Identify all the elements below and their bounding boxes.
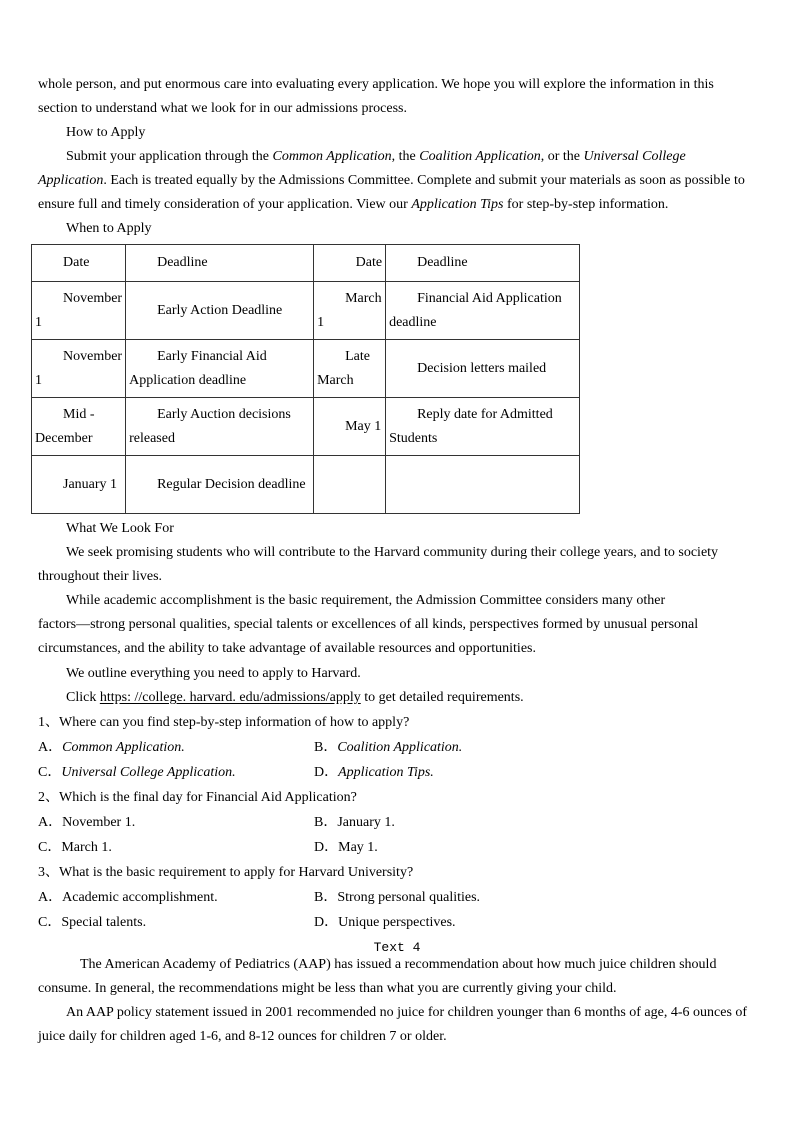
option-text: March 1. bbox=[61, 840, 112, 855]
option-label: D． bbox=[314, 915, 339, 930]
option-label: C． bbox=[38, 840, 62, 855]
date-cell: May 1 bbox=[314, 398, 386, 456]
q1-option-c[interactable] bbox=[38, 764, 236, 782]
option-label: B． bbox=[314, 815, 338, 830]
q3-option-d[interactable] bbox=[314, 914, 456, 932]
option-label: A． bbox=[38, 740, 63, 755]
deadline-cell: Early Financial Aid Application deadline bbox=[126, 340, 314, 398]
what-we-look-for-heading: What We Look For bbox=[66, 521, 174, 536]
q3-option-a[interactable] bbox=[38, 889, 218, 907]
option-text: November 1. bbox=[62, 815, 136, 830]
date-cell: November 1 bbox=[32, 282, 126, 340]
option-text: Application Tips. bbox=[338, 765, 434, 780]
deadline-cell: Financial Aid Application deadline bbox=[386, 282, 580, 340]
q2-option-d[interactable] bbox=[314, 839, 378, 857]
table-row bbox=[32, 282, 580, 340]
option-label: B． bbox=[314, 890, 338, 905]
intro-line-2: section to understand what we look for in our admissions process. bbox=[38, 101, 407, 116]
text: ensure full and timely consideration of your application. View our bbox=[38, 197, 412, 212]
question-text: What is the basic requirement to apply for Harvard University? bbox=[59, 865, 414, 880]
text4-p2-line-1: An AAP policy statement issued in 2001 recommended no juice for children younger than 6 months of age, 4-6 ounces of bbox=[66, 1005, 748, 1020]
coalition-application-term: Coalition Application bbox=[419, 149, 541, 164]
text: Submit your application through the bbox=[66, 149, 273, 164]
deadlines-table bbox=[31, 244, 580, 514]
question-text: Where can you find step-by-step information of how to apply? bbox=[59, 715, 410, 730]
universal-college-term-cont: Application bbox=[38, 173, 104, 188]
question-1 bbox=[38, 714, 409, 732]
look-for-p2-line-2: factors—strong personal qualities, special talents or excellences of all kinds, perspectives formed by unusual personal bbox=[38, 617, 699, 632]
option-text: Unique perspectives. bbox=[338, 915, 456, 930]
text: . Each is treated equally by the Admissions Committee. Complete and submit your materials as soon as possible to bbox=[103, 173, 745, 188]
option-text: Coalition Application. bbox=[337, 740, 463, 755]
look-for-p2-line-1: While academic accomplishment is the basic requirement, the Admission Committee considers many other bbox=[66, 593, 666, 608]
option-text: Universal College Application. bbox=[61, 765, 236, 780]
option-text: May 1. bbox=[338, 840, 378, 855]
table-row bbox=[32, 398, 580, 456]
universal-college-term: Universal College bbox=[583, 149, 686, 164]
how-to-apply-paragraph-line-1 bbox=[66, 148, 686, 166]
text: for step-by-step information. bbox=[503, 197, 669, 212]
text4-p1-line-2: consume. In general, the recommendations might be less than what you are currently giving your child. bbox=[38, 981, 617, 996]
table-row bbox=[32, 456, 580, 514]
q1-option-b[interactable] bbox=[314, 739, 462, 757]
header-deadline: Deadline bbox=[126, 245, 314, 282]
option-label: D． bbox=[314, 840, 339, 855]
question-3 bbox=[38, 864, 413, 882]
option-text: Strong personal qualities. bbox=[337, 890, 481, 905]
empty-cell bbox=[386, 456, 580, 514]
look-for-p4 bbox=[66, 689, 524, 707]
question-number: 1、 bbox=[38, 715, 59, 730]
deadline-cell: Early Auction decisions released bbox=[126, 398, 314, 456]
question-number: 2、 bbox=[38, 790, 59, 805]
q2-option-b[interactable] bbox=[314, 814, 395, 832]
q2-option-c[interactable] bbox=[38, 839, 112, 857]
deadline-cell: Early Action Deadline bbox=[126, 282, 314, 340]
option-text: January 1. bbox=[337, 815, 395, 830]
option-label: D． bbox=[314, 765, 339, 780]
common-application-term: Common Application bbox=[272, 149, 392, 164]
date-cell: January 1 bbox=[32, 456, 126, 514]
text4-p1-line-1: The American Academy of Pediatrics (AAP) has issued a recommendation about how much juice children should bbox=[80, 957, 717, 972]
table-header-row bbox=[32, 245, 580, 282]
table-row bbox=[32, 340, 580, 398]
how-to-apply-heading: How to Apply bbox=[66, 125, 146, 140]
look-for-p3: We outline everything you need to apply to Harvard. bbox=[66, 666, 361, 681]
how-to-apply-paragraph-line-2 bbox=[38, 172, 745, 190]
date-cell: Mid - December bbox=[32, 398, 126, 456]
text-4-title: Text 4 bbox=[373, 940, 421, 955]
look-for-p1-line-2: throughout their lives. bbox=[38, 569, 163, 584]
question-2 bbox=[38, 789, 357, 807]
q2-option-a[interactable] bbox=[38, 814, 135, 832]
header-deadline: Deadline bbox=[386, 245, 580, 282]
deadline-cell: Regular Decision deadline bbox=[126, 456, 314, 514]
question-text: Which is the final day for Financial Aid Application? bbox=[59, 790, 357, 805]
option-text: Special talents. bbox=[61, 915, 147, 930]
text: , the bbox=[391, 149, 420, 164]
look-for-p2-line-3: circumstances, and the ability to take advantage of available resources and opportunities. bbox=[38, 641, 536, 656]
deadline-cell: Decision letters mailed bbox=[386, 340, 580, 398]
question-number: 3、 bbox=[38, 865, 59, 880]
how-to-apply-paragraph-line-3 bbox=[38, 196, 668, 214]
empty-cell bbox=[314, 456, 386, 514]
intro-line-1: whole person, and put enormous care into evaluating every application. We hope you will explore the information in this bbox=[38, 77, 714, 92]
when-to-apply-heading: When to Apply bbox=[66, 221, 152, 236]
text4-p2-line-2: juice daily for children aged 1-6, and 8-12 ounces for children 7 or older. bbox=[38, 1029, 447, 1044]
deadline-cell: Reply date for Admitted Students bbox=[386, 398, 580, 456]
option-label: B． bbox=[314, 740, 338, 755]
option-text: Academic accomplishment. bbox=[62, 890, 218, 905]
text: to get detailed requirements. bbox=[360, 690, 524, 705]
option-label: C． bbox=[38, 915, 62, 930]
date-cell: March 1 bbox=[314, 282, 386, 340]
q1-option-d[interactable] bbox=[314, 764, 434, 782]
q3-option-b[interactable] bbox=[314, 889, 480, 907]
text: Click bbox=[66, 690, 100, 705]
application-tips-term: Application Tips bbox=[411, 197, 504, 212]
date-cell: November 1 bbox=[32, 340, 126, 398]
option-label: C． bbox=[38, 765, 62, 780]
date-cell: Late March bbox=[314, 340, 386, 398]
header-date: Date bbox=[32, 245, 126, 282]
q3-option-c[interactable] bbox=[38, 914, 146, 932]
admissions-apply-link[interactable]: https: //college. harvard. edu/admissions/apply bbox=[99, 690, 361, 705]
option-label: A． bbox=[38, 815, 63, 830]
option-label: A． bbox=[38, 890, 63, 905]
text: , or the bbox=[540, 149, 584, 164]
header-date: Date bbox=[314, 245, 386, 282]
look-for-p1-line-1: We seek promising students who will contribute to the Harvard community during their college years, and to society bbox=[66, 545, 719, 560]
q1-option-a[interactable] bbox=[38, 739, 185, 757]
option-text: Common Application. bbox=[62, 740, 185, 755]
